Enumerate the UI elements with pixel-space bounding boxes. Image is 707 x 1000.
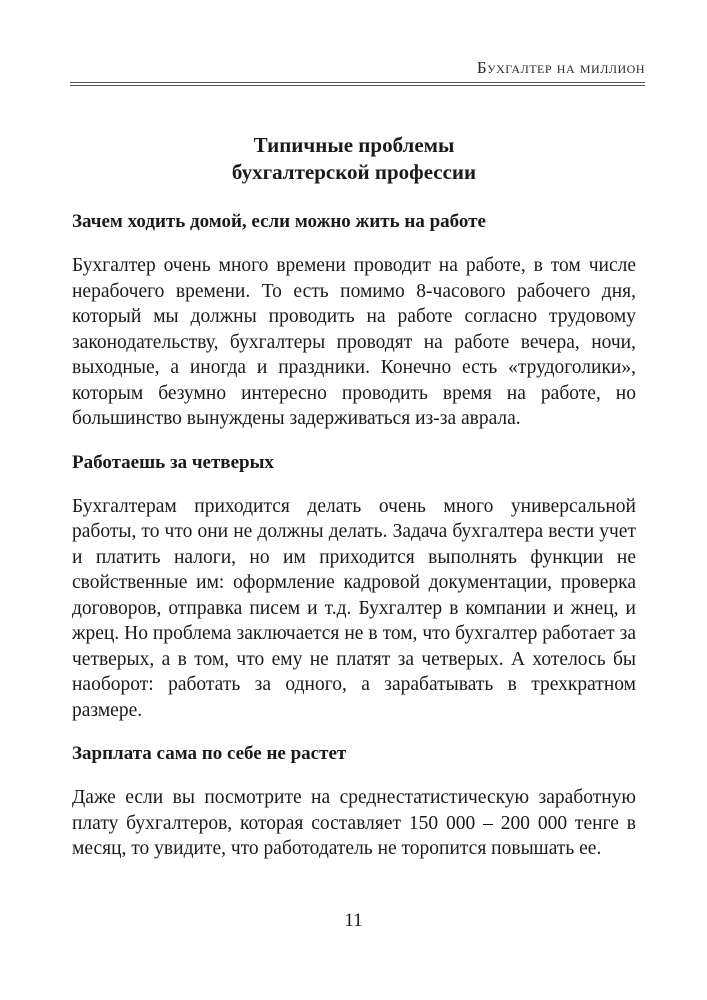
running-head: Бухгалтер на миллион — [476, 58, 645, 77]
section-heading: Зачем ходить домой, если можно жить на работе — [72, 211, 486, 232]
header-rule — [70, 82, 645, 86]
section-heading: Работаешь за четверых — [72, 451, 274, 473]
section-heading: Зарплата сама по себе не растет — [72, 743, 347, 764]
chapter-title-line-1: Типичные проблемы — [253, 133, 455, 157]
chapter-title — [72, 132, 636, 186]
page-body — [72, 132, 636, 880]
chapter-title-line-2: бухгалтерской профессии — [231, 160, 477, 184]
section-paragraph: Бухгалтер очень много времени проводит на работе, в том числе нерабочего времени. То есть помимо 8-часового рабочего дня, который мы должны проводить на работе согласно трудовому законодательству, бухгалтеры проводят на работе вечера, ночи, выходные, а иногда и праздники. Конечно есть «трудоголики», которым безумно интересно проводить время на работе, но большинство вынуждены задерживаться из-за аврала. — [72, 255, 636, 429]
section-paragraph: Даже если вы посмотрите на среднестатистическую заработную плату бухгалтеров, которая составляет 150 000 – 200 000 тенге в месяц, то увидите, что работодатель не торопится повышать ее. — [72, 787, 636, 859]
page-number: 11 — [344, 910, 363, 931]
section-paragraph: Бухгалтерам приходится делать очень много универсальной работы, то что они не должны делать. Задача бухгалтера вести учет и платить налоги, но им приходится выполнять функции не свойственные им: оформление кадровой документации, проверка договоров, отправка писем и т.д. Бухгалтер в компании и жнец, и жрец. Но проблема заключается не в том, что бухгалтер работает за четверых, а в том, что ему не платят за четверых. А хотелось бы наоборот: работать за одного, а зарабатывать в трехкратном размере. — [72, 495, 636, 721]
